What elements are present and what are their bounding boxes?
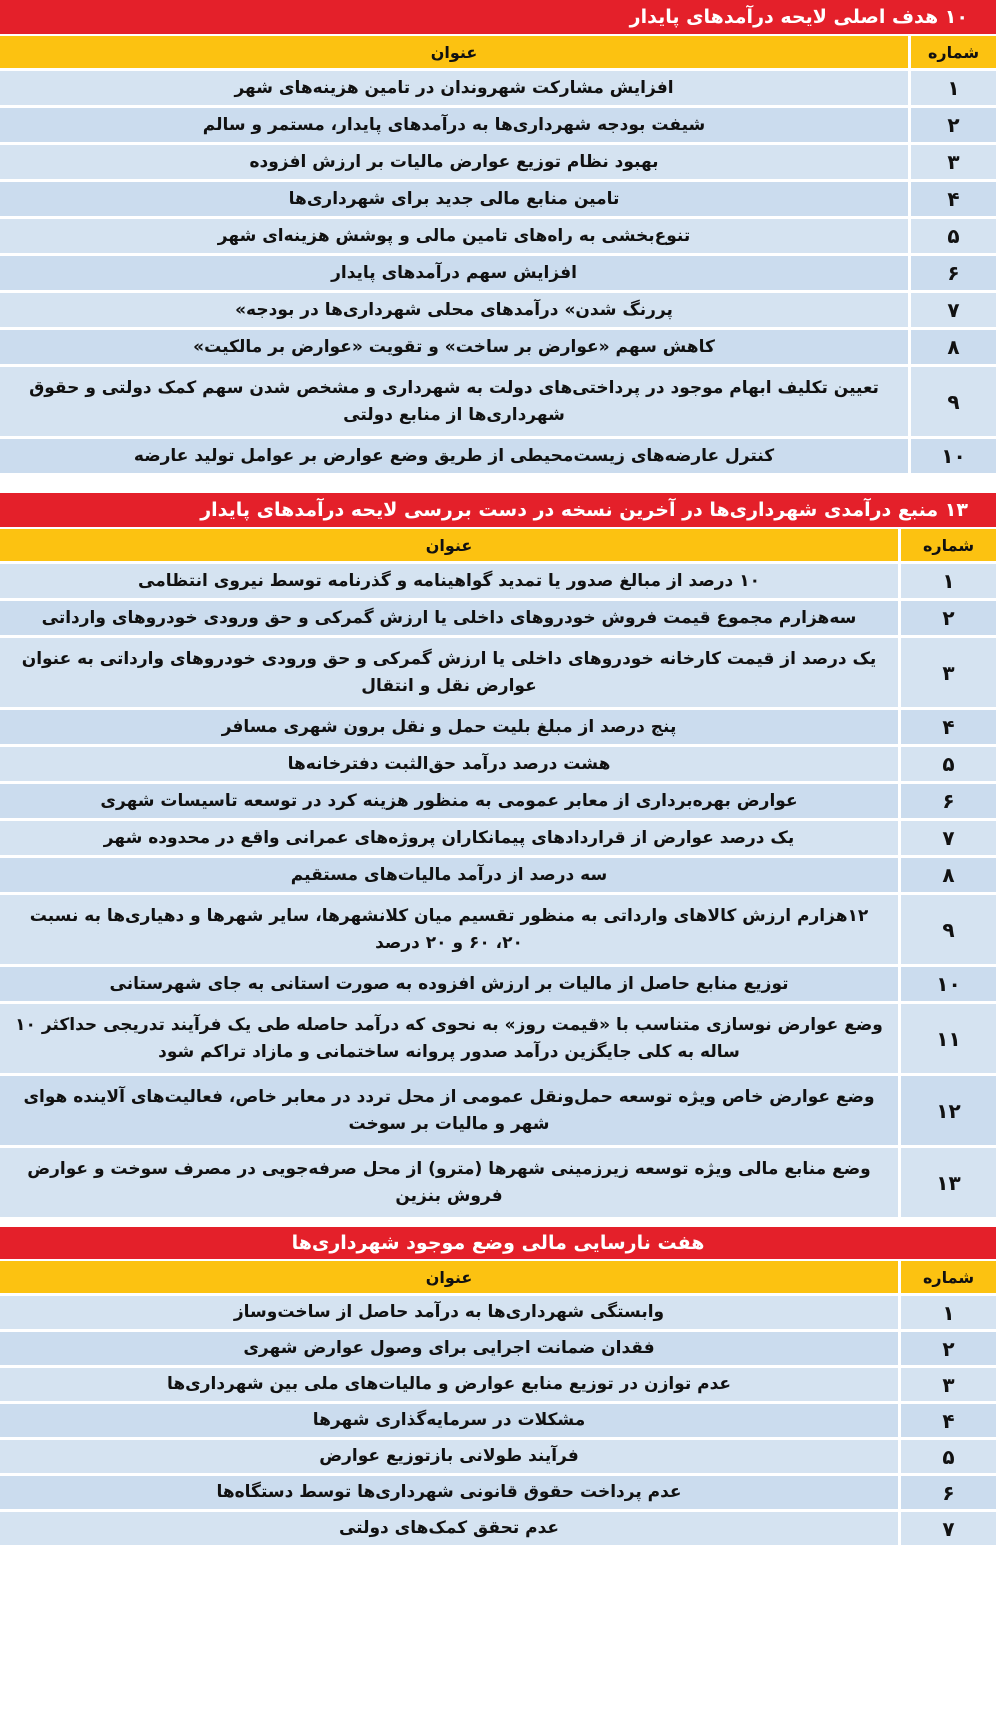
- row-text: مشکلات در سرمایه‌گذاری شهرها: [0, 1404, 898, 1437]
- row-number: ۲: [898, 1332, 996, 1365]
- row-text: وضع عوارض خاص ویژه توسعه حمل‌ونقل عمومی از محل تردد در معابر خاص، فعالیت‌های آلاینده هوای شهر و مالیات بر سوخت: [0, 1076, 898, 1145]
- section-gap: [0, 1217, 996, 1227]
- row-text: یک درصد عوارض از قراردادهای پیمانکاران پروژه‌های عمرانی واقع در محدوده شهر: [0, 821, 898, 855]
- table-row: [0, 781, 996, 818]
- row-text: وضع عوارض نوسازی متناسب با «قیمت روز» به نحوی که درآمد حاصله طی یک فرآیند تدریجی حداکثر ۱۰ ساله به کلی جایگزین درآمد صدور پروانه ساختمانی و مازاد تراکم شود: [0, 1004, 898, 1073]
- row-number: ۴: [908, 182, 996, 216]
- table-row: [0, 1365, 996, 1401]
- table-row: [0, 105, 996, 142]
- row-text: عوارض بهره‌برداری از معابر عمومی به منظور هزینه کرد در توسعه تاسیسات شهری: [0, 784, 898, 818]
- row-number: ۲: [898, 601, 996, 635]
- row-number: ۵: [908, 219, 996, 253]
- row-text: عدم پرداخت حقوق قانونی شهرداری‌ها توسط دستگاه‌ها: [0, 1476, 898, 1509]
- table-row: [0, 1073, 996, 1145]
- row-number: ۳: [898, 1368, 996, 1401]
- row-number: ۳: [908, 145, 996, 179]
- row-text: کنترل عارضه‌های زیست‌محیطی از طریق وضع عوارض بر عوامل تولید عارضه: [0, 439, 908, 473]
- header-number: شماره: [898, 529, 996, 561]
- row-number: ۳: [898, 638, 996, 707]
- table-row: [0, 1401, 996, 1437]
- table-row: [0, 436, 996, 473]
- header-number: شماره: [908, 36, 996, 68]
- table-row: [0, 1509, 996, 1545]
- table-row: [0, 707, 996, 744]
- row-number: ۱: [908, 71, 996, 105]
- row-number: ۶: [898, 1476, 996, 1509]
- row-text: وضع منابع مالی ویژه توسعه زیرزمینی شهرها (مترو) از محل صرفه‌جویی در مصرف سوخت و عوارض فروش بنزین: [0, 1148, 898, 1217]
- table-row: [0, 253, 996, 290]
- table-row: [0, 818, 996, 855]
- row-number: ۶: [898, 784, 996, 818]
- revenue-sources-table: [0, 493, 996, 1217]
- goals-table: [0, 0, 996, 473]
- table-row: [0, 1437, 996, 1473]
- row-number: ۶: [908, 256, 996, 290]
- table-row: [0, 964, 996, 1001]
- table-row: [0, 561, 996, 598]
- row-number: ۱: [898, 564, 996, 598]
- row-text: سه درصد از درآمد مالیات‌های مستقیم: [0, 858, 898, 892]
- header-title: عنوان: [430, 42, 478, 62]
- row-number: ۵: [898, 747, 996, 781]
- row-text: کاهش سهم «عوارض بر ساخت» و تقویت «عوارض بر مالکیت»: [0, 330, 908, 364]
- table-row: [0, 892, 996, 964]
- row-number: ۱۱: [898, 1004, 996, 1073]
- row-number: ۱۳: [898, 1148, 996, 1217]
- table-row: [0, 142, 996, 179]
- table-row: [0, 179, 996, 216]
- row-number: ۲: [908, 108, 996, 142]
- table-row: [0, 1293, 996, 1329]
- row-text: تنوع‌بخشی به راه‌های تامین مالی و پوشش هزینه‌ای شهر: [0, 219, 908, 253]
- row-text: تعیین تکلیف ابهام موجود در پرداختی‌های دولت به شهرداری و مشخص شدن سهم کمک دولتی و حقوق شهرداری‌ها از منابع دولتی: [0, 367, 908, 436]
- header-title: عنوان: [425, 1267, 473, 1287]
- table-row: [0, 1001, 996, 1073]
- row-text: یک درصد از قیمت کارخانه خودروهای داخلی یا ارزش گمرکی و حق ورودی خودروهای وارداتی به عنوان عوارض نقل و انتقال: [0, 638, 898, 707]
- row-text: هشت درصد درآمد حق‌الثبت دفترخانه‌ها: [0, 747, 898, 781]
- row-text: افزایش مشارکت شهروندان در تامین هزینه‌های شهر: [0, 71, 908, 105]
- row-number: ۹: [898, 895, 996, 964]
- row-number: ۴: [898, 710, 996, 744]
- row-text: تامین منابع مالی جدید برای شهرداری‌ها: [0, 182, 908, 216]
- row-number: ۸: [898, 858, 996, 892]
- row-number: ۱۰: [898, 967, 996, 1001]
- row-number: ۱: [898, 1296, 996, 1329]
- row-text: فقدان ضمانت اجرایی برای وصول عوارض شهری: [0, 1332, 898, 1365]
- table-row: [0, 327, 996, 364]
- table-row: [0, 216, 996, 253]
- table-row: [0, 364, 996, 436]
- table-row: [0, 1329, 996, 1365]
- section-title: ۱۰ هدف اصلی لایحه درآمدهای پایدار: [0, 0, 996, 34]
- row-number: ۵: [898, 1440, 996, 1473]
- table-row: [0, 598, 996, 635]
- row-text: ۱۰ درصد از مبالغ صدور یا تمدید گواهینامه و گذرنامه توسط نیروی انتظامی: [0, 564, 898, 598]
- row-text: عدم توازن در توزیع منابع عوارض و مالیات‌های ملی بین شهرداری‌ها: [0, 1368, 898, 1401]
- row-text: پررنگ شدن» درآمدهای محلی شهرداری‌ها در بودجه»: [0, 293, 908, 327]
- table-header: [0, 34, 996, 68]
- row-text: شیفت بودجه شهرداری‌ها به درآمدهای پایدار، مستمر و سالم: [0, 108, 908, 142]
- section-title: ۱۳ منبع درآمدی شهرداری‌ها در آخرین نسخه در دست بررسی لایحه درآمدهای پایدار: [0, 493, 996, 527]
- table-row: [0, 290, 996, 327]
- row-text: بهبود نظام توزیع عوارض مالیات بر ارزش افزوده: [0, 145, 908, 179]
- row-number: ۱۰: [908, 439, 996, 473]
- table-row: [0, 1473, 996, 1509]
- row-number: ۸: [908, 330, 996, 364]
- header-title: عنوان: [425, 535, 473, 555]
- table-row: [0, 68, 996, 105]
- row-number: ۱۲: [898, 1076, 996, 1145]
- row-text: افزایش سهم درآمدهای پایدار: [0, 256, 908, 290]
- row-number: ۷: [908, 293, 996, 327]
- row-text: ۱۲هزارم ارزش کالاهای وارداتی به منظور تقسیم میان کلانشهرها، سایر شهرها و دهیاری‌ها به نسبت ۲۰، ۶۰ و ۲۰ درصد: [0, 895, 898, 964]
- row-number: ۹: [908, 367, 996, 436]
- row-text: فرآیند طولانی بازتوزیع عوارض: [0, 1440, 898, 1473]
- table-header: [0, 527, 996, 561]
- header-number: شماره: [898, 1261, 996, 1293]
- table-row: [0, 635, 996, 707]
- row-text: عدم تحقق کمک‌های دولتی: [0, 1512, 898, 1545]
- table-row: [0, 1145, 996, 1217]
- row-text: سه‌هزارم مجموع قیمت فروش خودروهای داخلی یا ارزش گمرکی و حق ورودی خودروهای وارداتی: [0, 601, 898, 635]
- table-header: [0, 1259, 996, 1293]
- deficiencies-table: [0, 1227, 996, 1545]
- row-text: توزیع منابع حاصل از مالیات بر ارزش افزوده به صورت استانی به جای شهرستانی: [0, 967, 898, 1001]
- row-text: پنج درصد از مبلغ بلیت حمل و نقل برون شهری مسافر: [0, 710, 898, 744]
- row-number: ۷: [898, 821, 996, 855]
- section-gap: [0, 473, 996, 493]
- section-title: هفت نارسایی مالی وضع موجود شهرداری‌ها: [0, 1227, 996, 1259]
- row-number: ۴: [898, 1404, 996, 1437]
- table-row: [0, 855, 996, 892]
- table-row: [0, 744, 996, 781]
- row-number: ۷: [898, 1512, 996, 1545]
- row-text: وابستگی شهرداری‌ها به درآمد حاصل از ساخت‌وساز: [0, 1296, 898, 1329]
